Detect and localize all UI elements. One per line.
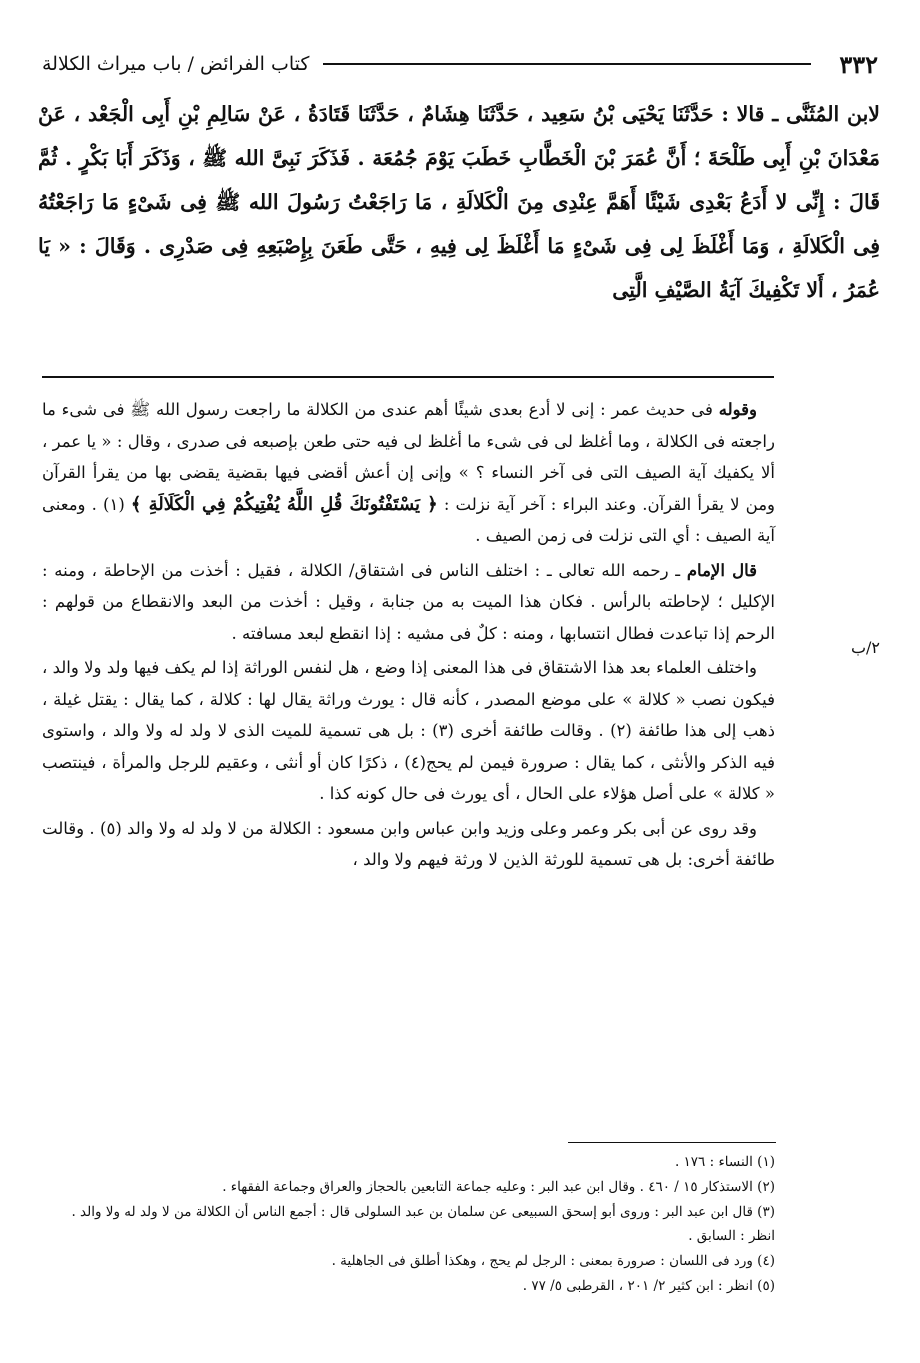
footnotes-block <box>42 1150 775 1299</box>
margin-folio-note: ٢/ب <box>850 638 880 657</box>
paragraph-lead-word: قال الإمام <box>686 560 757 580</box>
footnote: (٣) قال ابن عبد البر : وروى أبو إسحق السبيعى عن سلمان بن عبد السلولى قال : أجمع الناس أن الكلالة من لا ولد له ولا والد . انظر : السابق . <box>71 1204 775 1244</box>
paragraph-lead-word: وقوله <box>718 400 757 419</box>
page-number: ٣٣٢ <box>839 49 878 79</box>
footnote: (٤) ورد فى اللسان : صرورة بمعنى : الرجل لم يحج ، وهكذا أطلق فى الجاهلية . <box>331 1253 775 1269</box>
footnote-divider <box>568 1142 776 1143</box>
main-divider <box>42 376 774 378</box>
commentary-text: (١) . ومعنى آية الصيف : أي التى نزلت فى زمن الصيف . <box>42 494 775 545</box>
commentary-paragraph-3: واختلف العلماء بعد هذا الاشتقاق فى هذا المعنى إذا وضع ، هل لنفس الوراثة إذا لم يكف فيها ولد ولا والد ، فيكون نصب « كلالة » على موضع المصدر ، كأنه قال : يورث وراثة يقال لها : كلالة ، كما يقال : يقتل غيلة ، ذهب إلى هذا طائفة (٢) . وقالت طائفة أخرى (٣) : بل هى تسمية للميت الذى لا ولد له ولا والد ، واستوى فيه الذكر والأنثى ، كما يقال : صرورة فيمن لم يحج(٤) ، ذكرًا كان أو أنثى ، وعقيم للرجل والمرأة ، فينتصب « كلالة » على أصل هؤلاء على الحال ، أى يورث فى حال كونه كذا . <box>42 658 775 803</box>
footnote: (١) النساء : ١٧٦ . <box>674 1154 775 1170</box>
page-header <box>42 44 878 84</box>
hadith-paragraph: لابن المُثَنَّى ـ قالا : حَدَّثَنَا يَحْيَى بْنُ سَعِيد ، حَدَّثَنَا هِشَامٌ ، حَدَّثَنَا قَتَادَةُ ، عَنْ سَالِمِ بْنِ أَبِى الْجَعْد ، عَنْ مَعْدَانَ بْنِ أَبِى طَلْحَةَ ؛ أَنَّ عُمَرَ بْنَ الْخَطَّابِ خَطَبَ يَوْمَ جُمُعَة . فَذَكَرَ نَبِىَّ الله ﷺ ، وَذَكَرَ أَبَا بَكْرٍ . ثُمَّ قَالَ : إِنِّى لا أَدَعُ بَعْدِى شَيْئًا أَهَمَّ عِنْدِى مِنَ الْكَلالَةِ ، مَا رَاجَعْتُ رَسُولَ الله ﷺ فِى شَىْءٍ مَا رَاجَعْتُهُ فِى الْكَلالَةِ ، وَمَا أَغْلَظَ لِى فِى شَىْءٍ مَا أَغْلَظَ لِى فِيهِ ، حَتَّى طَعَنَ بِإِصْبَعِهِ فِى صَدْرِى . وَقَالَ : « يَا عُمَرُ ، أَلا تَكْفِيكَ آيَةُ الصَّيْفِ الَّتِى <box>38 102 880 302</box>
quran-verse: ﴿ يَسْتَفْتُونَكَ قُلِ اللَّهُ يُفْتِيكُمْ فِي الْكَلَالَةِ ﴾ <box>130 493 438 515</box>
hadith-text-block <box>38 92 880 312</box>
footnote: (٥) انظر : ابن كثير ٢/ ٢٠١ ، القرطبى ٥/ ٧٧ . <box>522 1278 775 1294</box>
commentary-paragraph-4: وقد روى عن أبى بكر وعمر وعلى وزيد وابن عباس وابن مسعود : الكلالة من لا ولد له ولا والد (٥) . وقالت طائفة أخرى: بل هى تسمية للورثة الذين لا ورثة فيهم ولا والد ، <box>42 818 775 869</box>
commentary-paragraph-1 <box>42 394 775 552</box>
commentary-text: فى حديث عمر : إنى لا أدع بعدى شيئًا أهم عندى من الكلالة ما راجعت رسول الله ﷺ فى شىء ما راجعته فى الكلالة ، وما أغلظ لى فى شىء ما أغلظ لى فيه حتى طعن بإصبعه فى صدرى ، وقال : « يا عمر ، ألا يكفيك آية الصيف التى فى آخر النساء ؟ » وإنى إن أعش أقضى فيها بقضية يقضى بها من يقرأ القرآن ومن لا يقرأ القرآن. وعند البراء : آخر آية نزلت : <box>42 400 776 514</box>
commentary-text: ـ رحمه الله تعالى ـ : اختلف الناس فى اشتقاق/ الكلالة ، فقيل : أخذت من الإحاطة ، ومنه : الإكليل ؛ لإحاطته بالرأس . فكان هذا الميت به من جنابة ، وقيل : أخذت من البعد والانقطاع من قولهم : الرحم إذا تباعدت فطال انتسابها ، ومنه : كلٌ فى مشيه : إذا انقطع لبعد مسافته . <box>42 560 775 643</box>
footnote: (٢) الاستذكار ١٥ / ٤٦٠ . وقال ابن عبد البر : وعليه جماعة التابعين بالحجاز والعراق وجماعة الفقهاء . <box>222 1179 775 1195</box>
running-title: كتاب الفرائض / باب ميراث الكلالة <box>42 53 310 75</box>
header-rule <box>323 63 811 65</box>
commentary-block <box>42 394 775 879</box>
commentary-paragraph-2 <box>42 555 775 650</box>
